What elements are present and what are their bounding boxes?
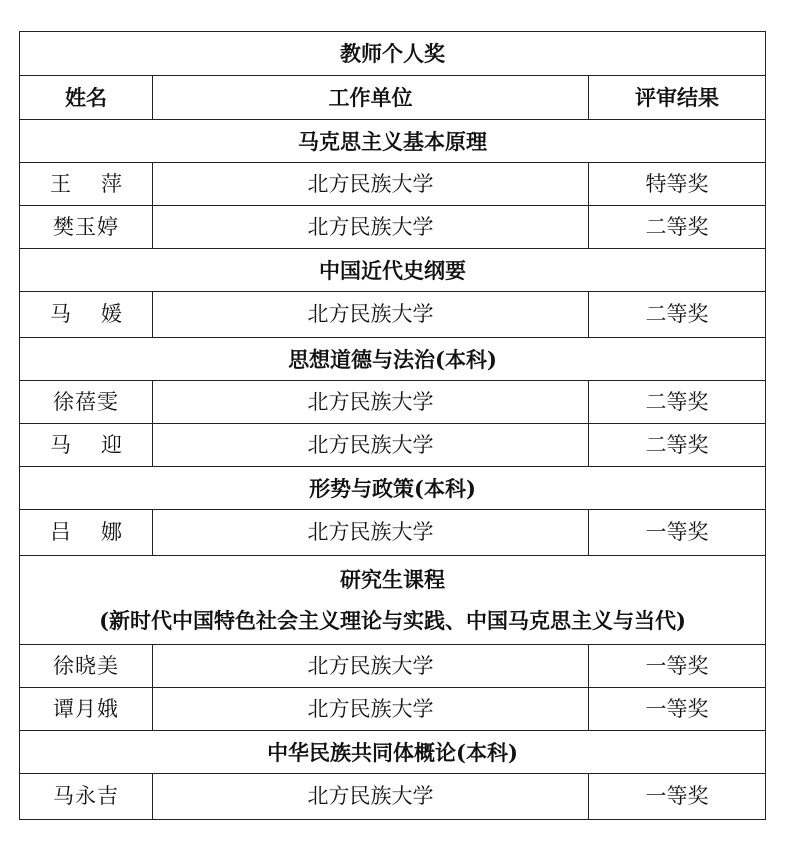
category-title: 马克思主义基本原理 xyxy=(20,120,766,163)
result-cell: 特等奖 xyxy=(589,163,766,206)
unit-cell: 北方民族大学 xyxy=(153,645,589,688)
category-row xyxy=(20,467,766,510)
result-cell: 二等奖 xyxy=(589,292,766,338)
name-part: 吕 xyxy=(50,520,71,544)
award-table xyxy=(19,31,766,820)
name-part: 马 xyxy=(50,432,71,457)
name-cell: 马永吉 xyxy=(20,774,153,820)
table-row xyxy=(20,688,766,731)
result-cell: 一等奖 xyxy=(589,510,766,556)
unit-cell: 北方民族大学 xyxy=(153,381,589,424)
category-row xyxy=(20,338,766,381)
name-cell xyxy=(20,292,153,338)
unit-cell: 北方民族大学 xyxy=(153,774,589,820)
name-part: 娜 xyxy=(101,520,122,544)
name-cell: 谭月娥 xyxy=(20,688,153,731)
unit-cell: 北方民族大学 xyxy=(153,292,589,338)
name-cell: 樊玉婷 xyxy=(20,206,153,249)
table-header-row xyxy=(20,76,766,120)
table-row xyxy=(20,163,766,206)
unit-cell: 北方民族大学 xyxy=(153,424,589,467)
result-cell: 二等奖 xyxy=(589,424,766,467)
result-cell: 二等奖 xyxy=(589,381,766,424)
category-title: 中国近代史纲要 xyxy=(20,249,766,292)
name-part: 迎 xyxy=(101,432,122,457)
name-cell xyxy=(20,424,153,467)
table-row xyxy=(20,645,766,688)
table-title-row xyxy=(20,32,766,76)
unit-cell: 北方民族大学 xyxy=(153,688,589,731)
category-title-line1: 研究生课程 xyxy=(340,567,445,592)
table-row xyxy=(20,206,766,249)
header-result: 评审结果 xyxy=(589,76,766,120)
name-cell xyxy=(20,163,153,206)
table-row xyxy=(20,510,766,556)
unit-cell: 北方民族大学 xyxy=(153,163,589,206)
category-title: 形势与政策(本科) xyxy=(20,467,766,510)
category-title: 中华民族共同体概论(本科) xyxy=(20,731,766,774)
category-title: 思想道德与法治(本科) xyxy=(20,338,766,381)
category-row xyxy=(20,731,766,774)
result-cell: 一等奖 xyxy=(589,645,766,688)
name-part: 媛 xyxy=(101,302,122,326)
category-title xyxy=(20,556,766,645)
result-cell: 一等奖 xyxy=(589,774,766,820)
header-name: 姓名 xyxy=(20,76,153,120)
table-row xyxy=(20,424,766,467)
result-cell: 二等奖 xyxy=(589,206,766,249)
name-part: 萍 xyxy=(101,171,122,196)
unit-cell: 北方民族大学 xyxy=(153,206,589,249)
table-row xyxy=(20,774,766,820)
category-title-line2: (新时代中国特色社会主义理论与实践、中国马克思主义与当代) xyxy=(99,608,686,633)
table-row xyxy=(20,381,766,424)
category-row xyxy=(20,249,766,292)
result-cell: 一等奖 xyxy=(589,688,766,731)
table-title: 教师个人奖 xyxy=(20,32,766,76)
name-cell: 徐晓美 xyxy=(20,645,153,688)
unit-cell: 北方民族大学 xyxy=(153,510,589,556)
header-unit: 工作单位 xyxy=(153,76,589,120)
category-row xyxy=(20,556,766,645)
name-part: 王 xyxy=(50,171,71,196)
table-row xyxy=(20,292,766,338)
name-cell xyxy=(20,510,153,556)
name-part: 马 xyxy=(50,302,71,326)
name-cell: 徐蓓雯 xyxy=(20,381,153,424)
category-row xyxy=(20,120,766,163)
